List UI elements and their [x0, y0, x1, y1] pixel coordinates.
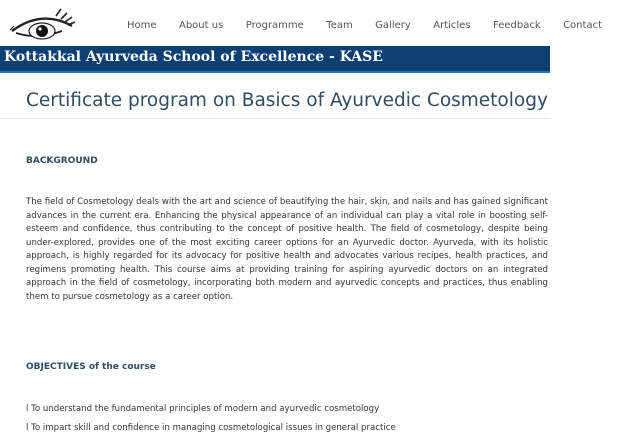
nav-feedback[interactable]: Feedback	[493, 20, 541, 31]
objective-item: l To understand the fundamental principles of modern and ayurvedic cosmetology	[26, 404, 380, 414]
nav-articles[interactable]: Articles	[433, 20, 471, 31]
main-content	[0, 73, 550, 433]
eye-logo-icon[interactable]	[8, 4, 76, 42]
nav-programme[interactable]: Programme	[245, 20, 304, 31]
nav-gallery[interactable]: Gallery	[375, 20, 411, 31]
title-divider	[0, 118, 550, 119]
nav-home[interactable]: Home	[127, 20, 157, 31]
section-heading-objectives: OBJECTIVES of the course	[26, 362, 156, 372]
background-paragraph: The field of Cosmetology deals with the art and science of beautifying the hair, skin, and nails and has gained significant advances in the current era. Enhancing the physical appearance of an individual can play a vital role in boosting self-esteem and confidence, thus contributing to the concept of positive health. The field of cosmetology, despite being under-explored, provides one of the most exciting career options for an Ayurvedic doctor. Ayurveda, with its holistic approach, is highly regarded for its advocacy for positive health and advocates various recipes, health practices, and regimens promoting health. This course aims at providing training for aspiring ayurvedic doctors on an integrated approach in the field of cosmetology, incorporating both modern and ayurvedic concepts and practices, thus enabling them to pursue cosmetology as a career option.	[26, 197, 548, 302]
objective-item: l To impart skill and confidence in managing cosmetological issues in general practice	[26, 423, 396, 433]
main-nav	[127, 15, 620, 33]
banner-title: Kottakkal Ayurveda School of Excellence - KASE	[4, 49, 383, 65]
site-banner	[0, 46, 550, 73]
nav-contact[interactable]: Contact	[563, 20, 602, 31]
nav-team[interactable]: Team	[326, 20, 353, 31]
section-heading-background: BACKGROUND	[26, 156, 98, 166]
nav-about-us[interactable]: About us	[178, 20, 224, 31]
site-header	[0, 0, 602, 46]
page-title: Certificate program on Basics of Ayurvedic Cosmetology	[26, 90, 548, 111]
